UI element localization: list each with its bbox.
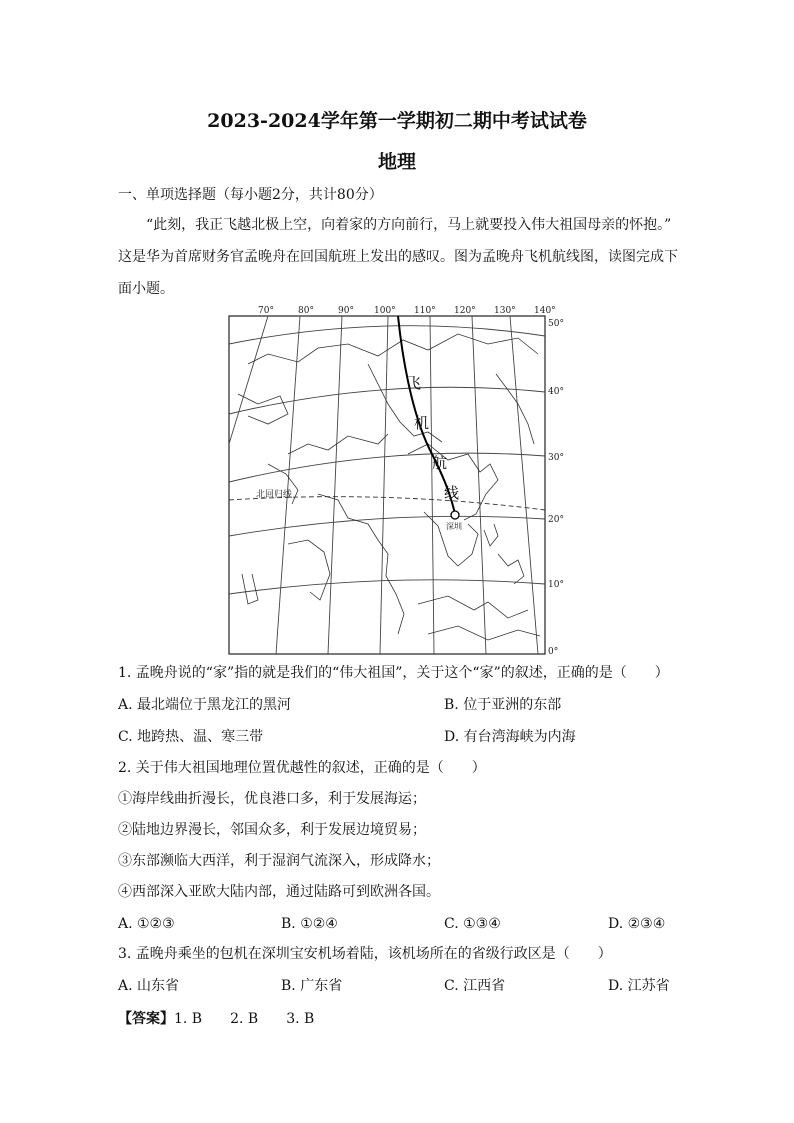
route-label-char: 线	[444, 484, 460, 502]
intro-line-3: 面小题。	[118, 281, 174, 297]
answer-label: 【答案】	[118, 1011, 174, 1027]
answer-line	[118, 1009, 314, 1029]
tropic-label: 北回归线	[256, 490, 293, 500]
lat-label: 40°	[548, 387, 564, 397]
q2-statement-1: ①海岸线曲折漫长，优良港口多，利于发展海运；	[118, 791, 426, 807]
question-1-stem: 1. 孟晚舟说的“家”指的就是我们的“伟大祖国”，关于这个“家”的叙述，正确的是（ ）	[118, 665, 669, 681]
lon-label: 80°	[298, 306, 314, 316]
q2-option-a[interactable]: A. ①②③	[118, 916, 175, 932]
subject-title: 地理	[377, 151, 416, 173]
lon-label: 70°	[258, 306, 274, 316]
lon-label: 130°	[494, 306, 516, 316]
answer-text: 1. B 2. B 3. B	[174, 1011, 315, 1027]
lat-label: 20°	[548, 515, 564, 525]
intro-line-2: 这是华为首席财务官孟晚舟在回国航班上发出的感叹。图为孟晚舟飞机航线图，读图完成下	[118, 249, 678, 265]
q1-option-b[interactable]: B. 位于亚洲的东部	[444, 697, 562, 713]
lon-label: 120°	[454, 306, 476, 316]
lon-label: 140°	[534, 306, 556, 316]
q3-option-c[interactable]: C. 江西省	[444, 978, 506, 994]
q2-statement-4: ④西部深入亚欧大陆内部，通过陆路可到欧洲各国。	[118, 884, 440, 900]
q1-option-c[interactable]: C. 地跨热、温、寒三带	[118, 729, 264, 745]
q2-option-d[interactable]: D. ②③④	[608, 916, 666, 932]
lat-label: 30°	[548, 453, 564, 463]
flight-route-map	[228, 304, 564, 657]
shenzhen-point	[451, 511, 459, 519]
lat-label: 50°	[548, 319, 564, 329]
lon-label: 100°	[374, 306, 396, 316]
q2-statement-3: ③东部濒临大西洋，利于湿润气流深入，形成降水；	[118, 853, 440, 869]
q3-option-d[interactable]: D. 江苏省	[608, 978, 670, 994]
q2-option-b[interactable]: B. ①②④	[281, 916, 338, 932]
q2-statement-2: ②陆地边界漫长，邻国众多，利于发展边境贸易；	[118, 822, 426, 838]
intro-line-1: “此刻，我正飞越北极上空，向着家的方向前行，马上就要投入伟大祖国母亲的怀抱。”	[146, 217, 672, 233]
q1-option-a[interactable]: A. 最北端位于黑龙江的黑河	[118, 697, 292, 713]
route-label-char: 飞	[406, 374, 422, 392]
question-2-stem: 2. 关于伟大祖国地理位置优越性的叙述，正确的是（ ）	[118, 760, 486, 776]
question-3-stem: 3. 孟晚舟乘坐的包机在深圳宝安机场着陆，该机场所在的省级行政区是（ ）	[118, 946, 612, 962]
lon-label: 90°	[338, 306, 354, 316]
city-label: 深圳	[446, 522, 462, 531]
route-label-char: 航	[432, 454, 448, 472]
lat-label: 10°	[548, 580, 564, 590]
q1-option-d[interactable]: D. 有台湾海峡为内海	[444, 729, 576, 745]
exam-title: 2023-2024学年第一学期初二期中考试试卷	[207, 110, 587, 132]
q3-option-a[interactable]: A. 山东省	[118, 978, 180, 994]
route-label-char: 机	[414, 414, 430, 432]
section-heading: 一、单项选择题（每小题2分，共计80分）	[118, 187, 383, 203]
q3-option-b[interactable]: B. 广东省	[281, 978, 343, 994]
lat-label: 0°	[548, 647, 559, 657]
q2-option-c[interactable]: C. ①③④	[444, 916, 501, 932]
lon-label: 110°	[414, 306, 436, 316]
